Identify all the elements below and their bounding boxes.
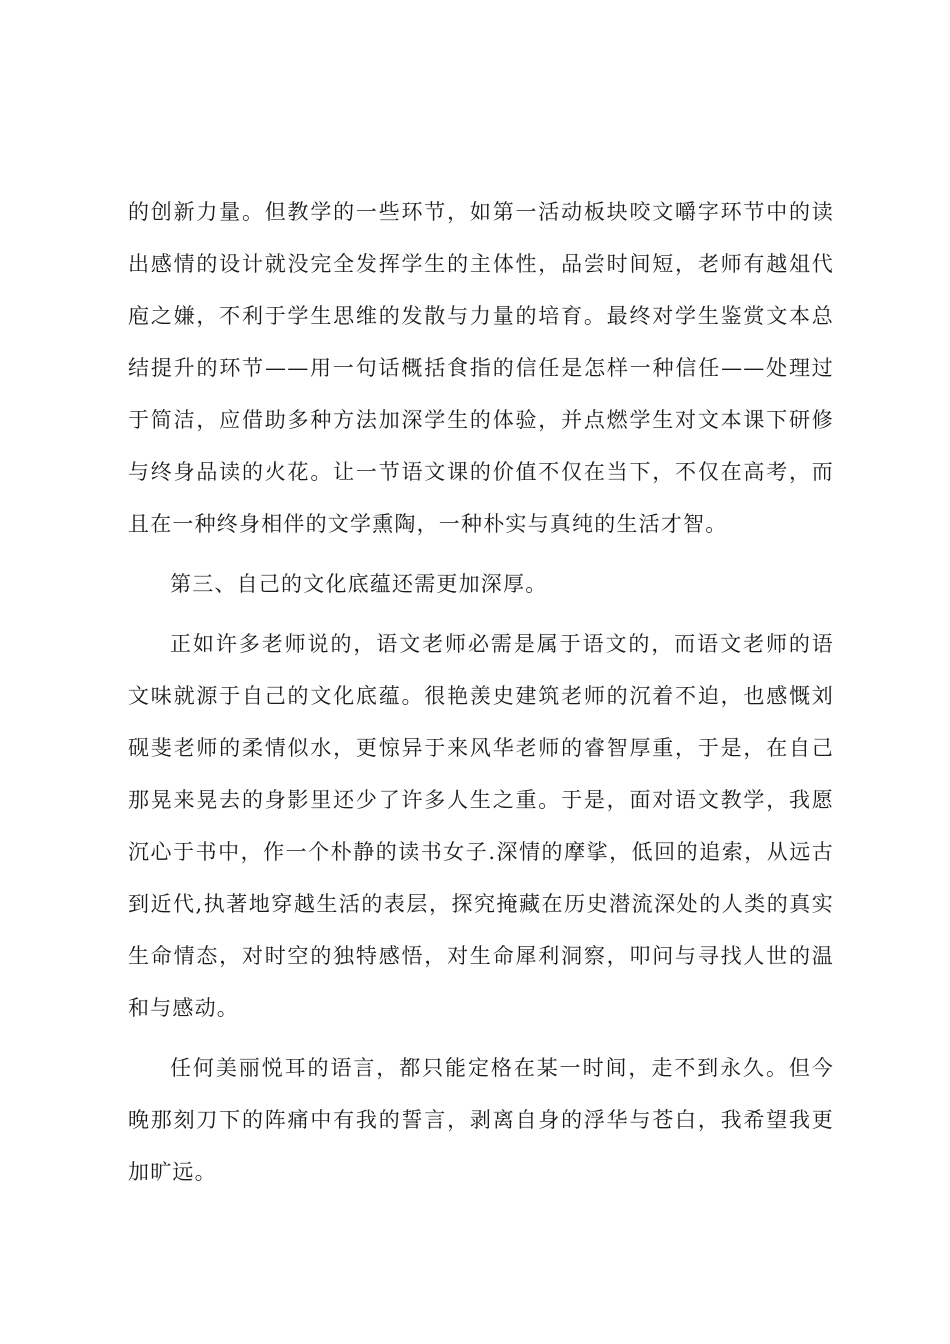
paragraph-gap: [128, 610, 834, 618]
text-line: 结提升的环节——用一句话概括食指的信任是怎样一种信任——处理过: [128, 356, 834, 380]
text-line: 出感情的设计就没完全发挥学生的主体性，品尝时间短，老师有越俎代: [128, 252, 834, 276]
paragraph: [128, 186, 834, 550]
text-line: 晚那刻刀下的阵痛中有我的誓言，剥离自身的浮华与苍白，我希望我更: [128, 1108, 834, 1132]
text-line: 加旷远。: [128, 1160, 217, 1184]
section-heading-paragraph: [128, 558, 834, 610]
text-line: 那晃来晃去的身影里还少了许多人生之重。于是，面对语文教学，我愿: [128, 788, 834, 812]
paragraph: [128, 618, 834, 1034]
text-line: 的创新力量。但教学的一些环节，如第一活动板块咬文嚼字环节中的读: [128, 200, 834, 224]
text-line: 生命情态，对时空的独特感悟，对生命犀利洞察，叩问与寻找人世的温: [128, 944, 834, 968]
text-line: 文味就源于自己的文化底蕴。很艳羡史建筑老师的沉着不迫，也感慨刘: [128, 684, 834, 708]
text-line: 庖之嫌，不利于学生思维的发散与力量的培育。最终对学生鉴赏文本总: [128, 304, 834, 328]
text-line: 正如许多老师说的，语文老师必需是属于语文的，而语文老师的语: [170, 632, 834, 656]
text-line: 任何美丽悦耳的语言，都只能定格在某一时间，走不到永久。但今: [170, 1056, 834, 1080]
text-line: 且在一种终身相伴的文学熏陶，一种朴实与真纯的生活才智。: [128, 512, 728, 536]
text-line: 于简洁，应借助多种方法加深学生的体验，并点燃学生对文本课下研修: [128, 408, 834, 432]
document-body: [128, 186, 834, 1198]
paragraph: [128, 1042, 834, 1198]
text-line: 和与感动。: [128, 996, 239, 1020]
section-heading: 第三、自己的文化底蕴还需更加深厚。: [170, 572, 548, 596]
text-line: 砚斐老师的柔情似水，更惊异于来风华老师的睿智厚重，于是，在自己: [128, 736, 834, 760]
text-line: 与终身品读的火花。让一节语文课的价值不仅在当下，不仅在高考，而: [128, 460, 834, 484]
text-line: 到近代,执著地穿越生活的表层，探究掩藏在历史潜流深处的人类的真实: [128, 892, 834, 916]
text-line: 沉心于书中，作一个朴静的读书女子.深情的摩挲，低回的追索，从远古: [128, 840, 834, 864]
paragraph-gap: [128, 1034, 834, 1042]
paragraph-gap: [128, 550, 834, 558]
